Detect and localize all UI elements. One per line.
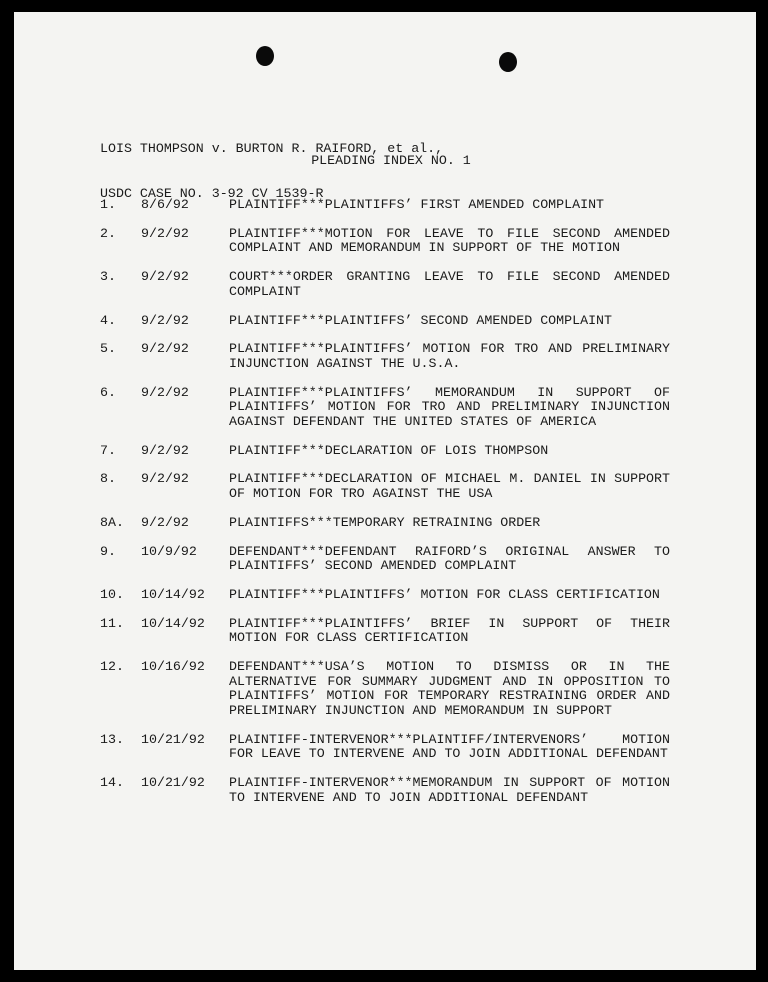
entry-date: 10/14/92 — [141, 615, 205, 631]
entry-date: 9/2/92 — [141, 225, 189, 241]
list-item — [100, 342, 670, 371]
entry-number: 11. — [100, 615, 124, 631]
entry-date: 9/2/92 — [141, 442, 189, 458]
list-item — [100, 270, 670, 299]
entry-date: 10/16/92 — [141, 659, 205, 675]
entry-description: PLAINTIFF***PLAINTIFFS’ BRIEF IN SUPPORT OF THEIR MOTION FOR CLASS CERTIFICATION — [229, 615, 670, 646]
list-item — [100, 444, 670, 459]
entry-number: 10. — [100, 586, 124, 602]
entry-number: 14. — [100, 775, 124, 791]
punch-hole-right — [499, 52, 517, 72]
entry-date: 9/2/92 — [141, 269, 189, 285]
list-item — [100, 545, 670, 574]
list-item — [100, 198, 670, 213]
entry-description: DEFENDANT***USA’S MOTION TO DISMISS OR IN THE ALTERNATIVE FOR SUMMARY JUDGMENT AND IN OPPOSITION TO PLAINTIFFS’ MOTION FOR TEMPORARY RESTRAINING ORDER AND PRELIMINARY INJUNCTION AND MEMORANDUM IN SUPPORT — [229, 659, 670, 718]
case-number: USDC CASE NO. 3-92 CV 1539-R — [100, 186, 324, 201]
entry-number: 1. — [100, 197, 116, 212]
list-item — [100, 776, 670, 805]
entry-date: 10/21/92 — [141, 731, 205, 747]
entry-number: 5. — [100, 341, 116, 357]
entry-date: 9/2/92 — [141, 471, 189, 487]
entry-description: PLAINTIFF***PLAINTIFFS’ FIRST AMENDED COMPLAINT — [229, 197, 605, 212]
list-item — [100, 386, 670, 430]
list-item — [100, 314, 670, 329]
entry-date: 10/21/92 — [141, 775, 205, 791]
entry-description: PLAINTIFF***PLAINTIFFS’ MEMORANDUM IN SUPPORT OF PLAINTIFFS’ MOTION FOR TRO AND PRELIMINARY INJUNCTION AGAINST DEFENDANT THE UNITED STATES OF AMERICA — [229, 384, 670, 429]
entry-date: 8/6/92 — [141, 197, 189, 212]
list-item — [100, 660, 670, 718]
entry-description: PLAINTIFF***PLAINTIFFS’ SECOND AMENDED COMPLAINT — [229, 312, 613, 328]
entry-description: PLAINTIFFS***TEMPORARY RETRAINING ORDER — [229, 514, 541, 530]
list-item — [100, 733, 670, 762]
entry-date: 9/2/92 — [141, 341, 189, 357]
entry-description: PLAINTIFF-INTERVENOR***MEMORANDUM IN SUPPORT OF MOTION TO INTERVENE AND TO JOIN ADDITIONAL DEFENDANT — [229, 775, 670, 805]
entry-description: PLAINTIFF***PLAINTIFFS’ MOTION FOR TRO AND PRELIMINARY INJUNCTION AGAINST THE U.S.A. — [229, 341, 670, 371]
entry-number: 8. — [100, 471, 116, 487]
case-caption: LOIS THOMPSON v. BURTON R. RAIFORD, et al., — [100, 141, 444, 156]
entry-date: 10/9/92 — [141, 543, 197, 559]
punch-hole-left — [256, 46, 274, 66]
list-item — [100, 588, 670, 603]
entry-description: PLAINTIFF***PLAINTIFFS’ MOTION FOR CLASS CERTIFICATION — [229, 586, 660, 602]
entry-description: COURT***ORDER GRANTING LEAVE TO FILE SECOND AMENDED COMPLAINT — [229, 269, 670, 299]
list-item — [100, 227, 670, 256]
list-item — [100, 617, 670, 646]
list-item — [100, 472, 670, 501]
entry-number: 4. — [100, 312, 116, 328]
entry-number: 9. — [100, 543, 116, 559]
entry-number: 2. — [100, 225, 116, 241]
entry-number: 7. — [100, 442, 116, 458]
entry-date: 9/2/92 — [141, 312, 189, 328]
entry-date: 9/2/92 — [141, 514, 189, 530]
entry-number: 8A. — [100, 514, 124, 530]
entry-description: PLAINTIFF***MOTION FOR LEAVE TO FILE SECOND AMENDED COMPLAINT AND MEMORANDUM IN SUPPORT OF THE MOTION — [229, 225, 670, 256]
document-page — [14, 12, 756, 970]
pleading-index-list — [100, 198, 670, 819]
list-item — [100, 516, 670, 531]
entry-number: 12. — [100, 659, 124, 675]
entry-description: DEFENDANT***DEFENDANT RAIFORD’S ORIGINAL ANSWER TO PLAINTIFFS’ SECOND AMENDED COMPLAINT — [229, 543, 670, 574]
entry-description: PLAINTIFF-INTERVENOR***PLAINTIFF/INTERVENORS’ MOTION FOR LEAVE TO INTERVENE AND TO JOIN ADDITIONAL DEFENDANT — [229, 731, 670, 762]
entry-description: PLAINTIFF***DECLARATION OF LOIS THOMPSON — [229, 442, 549, 458]
entry-number: 6. — [100, 384, 116, 400]
entry-date: 10/14/92 — [141, 586, 205, 602]
entry-description: PLAINTIFF***DECLARATION OF MICHAEL M. DANIEL IN SUPPORT OF MOTION FOR TRO AGAINST THE USA — [229, 471, 670, 502]
entry-date: 9/2/92 — [141, 384, 189, 400]
entry-number: 3. — [100, 269, 116, 285]
page-title: PLEADING INDEX NO. 1 — [311, 153, 471, 168]
entry-number: 13. — [100, 731, 124, 747]
